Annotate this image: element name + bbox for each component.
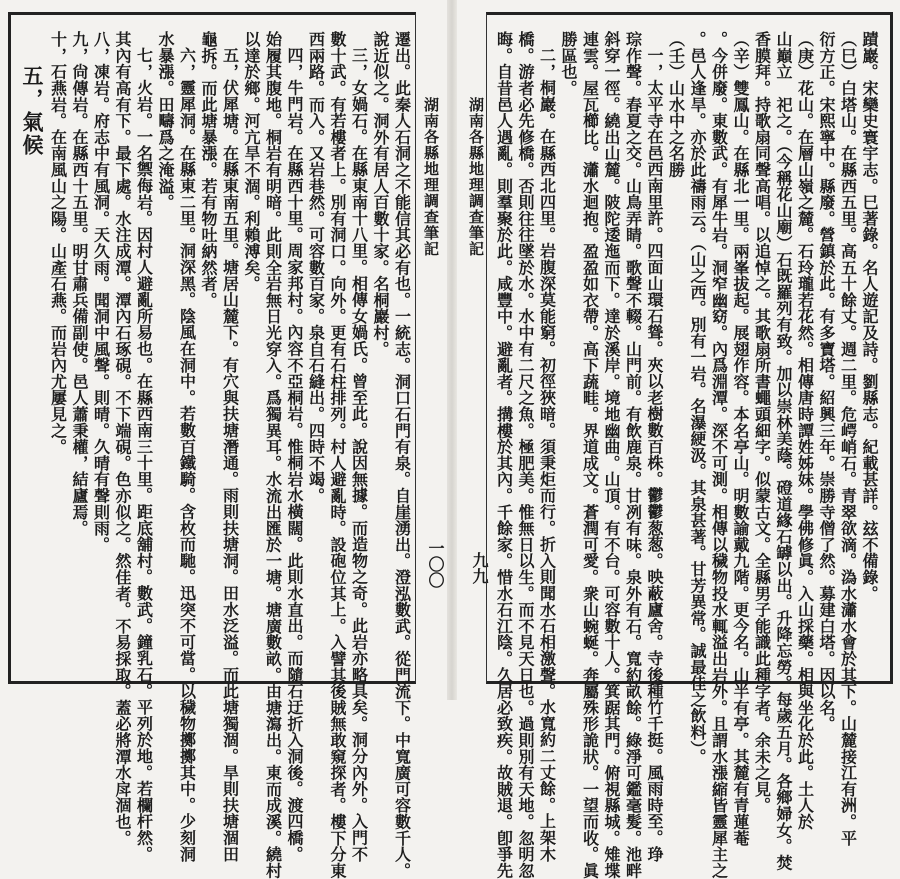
text-column: 七，火岩。一名禦侮岩。因村人避亂所易也。在縣西南三十里。距底舖村。數武。鐘乳石。平列於地。若欄杆然。 [134, 47, 154, 862]
right-page-running-header: 湖南各縣地理調查筆記 [467, 97, 485, 257]
text-column: （庚）花山。在層山嶺之麓。石玲瓏若花然。相傳唐時譚姓姊妹。學佛修眞。入山採藥。相與坐化於此。土人於 [795, 31, 815, 830]
text-column: 。今併廢。東數武。有犀牛岩。洞窄幽窈。內爲淵潭。深不可測。相傳以穢物投水輒溢出岩外。且謂水漲縮皆靈犀主之 [709, 31, 729, 879]
text-column: 一，太平寺在邑西南里許。四面山環石聳。夾以老樹數百株。鬱鬱葱葱。映蔽廬舍。寺後種竹千挺。風雨時至。琤 [645, 47, 664, 862]
text-column: 五，伏犀塘。在縣東南五里。塘居山麓下。有穴與扶塘潛通。雨則扶塘洞。田水泛溢。而此塘獨涸。旱則扶塘涸田 [220, 47, 240, 862]
text-column: 勝區也。 [559, 31, 578, 97]
text-column: 香膜拜。持歌扇同聲高唱。以追悼之。其歌扇所書蠅頭細字。似蒙古文。全縣男子能識此種字者。余未之見。 [752, 31, 772, 814]
text-column: 八，凍岩。府志中有風洞。天久雨。聞洞中風聲。則晴。久晴有聲則雨。 [91, 31, 111, 553]
text-column: 遷出。此秦人石洞之不能信其必有也。一統志。洞口石門有泉。自崖湧出。澄泓數武。從門流下。中寬廣可容數千人。 [392, 31, 412, 879]
text-column: （巳）白塔山。在縣西五里。高五十餘丈。週二里。危崿峭石。青翠欲滴。溈水瀟水會於其下。山麓接江有洲。平 [838, 31, 858, 846]
left-page-number: 一〇〇 [426, 540, 445, 588]
section-heading-climate: 五，氣候 [20, 65, 45, 157]
subsection-heading: （壬）山水中之名勝 [666, 31, 686, 178]
text-column: 水暴漲。田疇爲之淹溢。 [156, 31, 175, 211]
text-column: （辛）雙鳳山。在縣北一里。兩峯拔起。展翅作容。本名亭山。明數諭戴九階。更今名。山半有亭。其麓有青蓮菴 [731, 31, 750, 846]
book-gutter [447, 0, 457, 700]
text-column: 蹟巖。宋欒史寰宇志。巳著錄。名人遊記及詩。劉縣志。紀載甚詳。玆不備錄。 [860, 31, 879, 602]
text-column: 六，靈犀洞。在縣東二里。洞深黑。陰風在洞中。若數百鐵騎。含枚而馳。迅突不可當。以穢物擲擲其中。少刻洞 [177, 47, 197, 862]
text-column: 二，桐巖。在縣西北四里。岩腹深莫能窮。初徑狹暗。須秉炬而行。折入則聞水石相激聲。水寬約二丈餘。上架木 [537, 47, 557, 862]
text-column: 西兩路。而入。又岩巷然。可容數百家。泉自石縫出。四時不竭。 [306, 31, 326, 504]
text-column: 衍方正。宋熙寧中。縣廢。營鎮於此。有多寶塔。紹興三年。崇勝寺僧了然。募建白塔。因以名。 [817, 31, 836, 732]
text-column: 十，石燕岩。在南風山之陽。山產石燕。而岩內尤屢見之。 [48, 31, 68, 455]
left-page-body [11, 15, 419, 879]
text-column: 三，女媧石。在縣東南十八里。相傳女媧氏。曾至此。說因無據。而造物之奇。此岩亦略具矣。洞分內外。入門不 [349, 47, 369, 862]
text-column: 龜拆。而此塘暴漲。若有物吐納然者。 [199, 31, 218, 309]
text-column: 始履其腹地。桐岩有明暗。此則全岩無日光穿入。爲獨異耳。水流出匯於一塘。塘廣數畝。由塘瀉出。東而成溪。繞村 [263, 31, 283, 879]
right-page-body [487, 15, 886, 879]
text-column: 山巔立 祀之。（今稱花山廟）石既羅列有致。加以崇林美蔭。磴道緣石罅以出。升降忘勞。每歲五月。各鄉婦女。焚 [774, 31, 793, 871]
text-column: 數十武。有若樓者上。別有洞口。向外。更有石柱排列。村人避亂時。設砲位其上。入譬其後賊無敢窺探者。樓下分東 [328, 31, 347, 879]
left-page-running-header: 湖南各縣地理調查筆記 [422, 97, 440, 257]
text-column: 琮作聲。春夏之交。山鳥弄睛。歌聲不輟。山門前。有飲鹿泉。甘冽有味。泉外有石。寬約畝餘。綠淨可鑑毫髮。池畔 [623, 31, 643, 879]
text-column: 其內有高有下。最下處。水注成潭。潭內石琢硯。不下端硯。色亦似之。然佳者。不易採取。蓋必將潭水戽涸也。 [113, 31, 132, 846]
right-page-text-frame [486, 12, 893, 879]
text-column: 四，牛門岩。在縣西十里。周家邦村。內容不亞桐岩。惟桐岩水橫闊。此則水直出。而隨石迂折入洞後。渡四橋。 [285, 47, 304, 862]
text-column: 晦。自昔邑人遇亂。則羣聚於此。咸豐中。避亂者。搆樓於其內。千餘家。惜水石江陰。久居必致疾。故賊退。卽爭先 [494, 31, 514, 879]
text-column: 連雲。屋瓦櫛比。瀟水迴抱。盈盈如衣帶。高下蔬畦。界道成文。蒼潤可愛。衆山蜿蜒。奔屬殊形詭狀。一望而收。眞 [580, 31, 600, 879]
text-column: 。邑人逢旱。亦於此禱雨云。（山之西。別有一岩。名瀑綆汲。其泉甚著。甘芳異常。誠最佳之飲料）。 [688, 31, 707, 765]
text-column: 九，尙傳岩。在縣西十五里。明甘肅兵備副使。邑人蕭秉權，結廬焉。 [70, 31, 89, 537]
right-page-number: 九九 [470, 552, 489, 584]
text-column: 說近似之。洞外有居人百數十家。名桐巖村。 [371, 31, 390, 357]
text-column: 以達於鄉。河亢旱不涸。利賴溥矣。 [242, 31, 261, 292]
text-column: 斜穿一徑。繞出山麓。陂陀逶迤而下。達於溪岸。境地幽曲。山頂。有不台。可容數十人。箕踞其門。俯視縣城。雉堞 [602, 31, 621, 879]
text-column: 橋。游者必先修橋。否則往往墜於水。水中有二尺之魚。極肥美。惟無日以生。而不見天日也。過則別有天地。忽明忽 [516, 31, 535, 879]
left-page-text-frame [8, 12, 416, 879]
